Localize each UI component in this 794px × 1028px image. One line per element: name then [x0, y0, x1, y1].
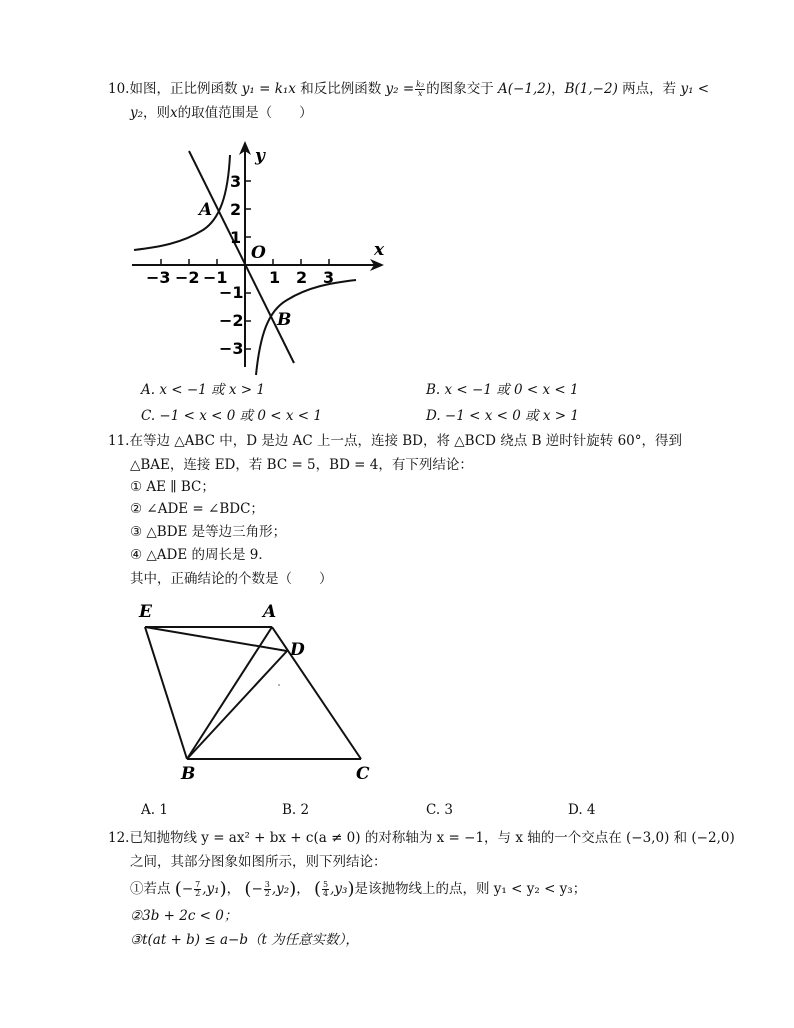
x-tick-label: −2	[175, 268, 200, 287]
q11-conclusion-2: ② ∠ADE = ∠BDC；	[130, 501, 264, 517]
q10-text: 的图象交于	[426, 81, 494, 97]
x-tick-label: −1	[203, 268, 228, 287]
q12-text: 已知抛物线 y = ax² + bx + c(a ≠ 0) 的对称轴为 x = −1，与 x 轴的一个交点在 (−3,0) 和 (−2,0)	[129, 830, 735, 846]
x-tick-label: 2	[296, 268, 308, 287]
q12-line-2: 之间，其部分图象如图所示，则下列结论：	[130, 854, 387, 870]
q10-var: x	[170, 105, 178, 121]
q11-option-b[interactable]: B. 2	[282, 802, 310, 818]
q11-question: 其中，正确结论的个数是（ ）	[130, 571, 333, 587]
q10-y2-fraction: $\frac{\text{k₂}}{x}$	[416, 80, 425, 98]
q10-function-graph	[120, 135, 400, 375]
q10-condition: y₁ <	[680, 81, 710, 97]
y-axis-label: y	[255, 146, 265, 166]
label-c: C	[356, 764, 370, 784]
q10-text: 的取值范围是（ ）	[177, 105, 313, 121]
y-tick-label: −1	[219, 283, 244, 302]
label-b: B	[181, 764, 196, 784]
q12-line-1	[108, 829, 735, 847]
q11-option-a[interactable]: A. 1	[141, 802, 168, 818]
q10-text: 和反比例函数	[300, 81, 382, 97]
q11-text: 在等边 △ABC 中，D 是边 AC 上一点，连接 BD，将 △BCD 绕点 B 逆时针旋转 60°，得到	[129, 433, 683, 449]
q11-option-c[interactable]: C. 3	[426, 802, 454, 818]
q12-conclusion-1: ①若点 (− $\frac{7}{2}$ ,y₁)， (− $\frac{3}{2}$ ,y₂)， ( $\frac{5}{4}$ ,y₃)是该抛物线上的点，则 y₁ < y₂ < y₃；	[130, 878, 587, 900]
y-tick-label: 3	[230, 172, 242, 191]
q11-number: 11.	[108, 433, 130, 449]
q10-condition: y₂	[130, 105, 144, 121]
label-a: A	[263, 602, 277, 622]
y-tick-label: −2	[219, 311, 244, 330]
q10-point-b: B(1,−2)	[564, 81, 618, 97]
q10-line-1: 10.如图，正比例函数 y₁ = k₁x 和反比例函数 y₂ = $\frac{\text{k₂}}{x}$ 的图象交于 A(−1,2)，B(1,−2) 两点，若 y₁ <	[108, 80, 710, 98]
q11-conclusion-3: ③ △BDE 是等边三角形；	[130, 524, 287, 540]
q10-text: 如图，正比例函数	[129, 81, 238, 97]
y-tick-label: 1	[230, 228, 242, 247]
q10-text: 两点，若	[622, 81, 677, 97]
q10-option-b[interactable]: B. x < −1 或 0 < x < 1	[426, 382, 579, 398]
y-tick-label: −3	[219, 339, 244, 358]
x-axis-label: x	[374, 240, 385, 260]
q10-line-2	[130, 104, 313, 122]
segment-ac	[272, 627, 361, 759]
segment-bd	[187, 651, 287, 759]
q12-text: 是该抛物线上的点，则 y₁ < y₂ < y₃；	[354, 881, 587, 897]
x-tick-label: 1	[269, 268, 281, 287]
label-d: D	[290, 640, 305, 660]
q10-option-a[interactable]: A. x < −1 或 x > 1	[141, 382, 265, 398]
q12-number: 12.	[108, 830, 130, 846]
q10-y1-formula: y₁ = k₁x	[241, 81, 296, 97]
q10-point-a: A(−1,2)	[498, 81, 552, 97]
q11-line-1	[108, 432, 682, 450]
q10-number: 10.	[108, 81, 130, 97]
x-tick-label: 3	[323, 268, 335, 287]
point-b-label: B	[277, 310, 292, 330]
proportional-line	[189, 151, 294, 363]
q12-text: ①若点	[130, 881, 171, 897]
stray-dot	[278, 684, 280, 686]
q12-conclusion-2: ②3b + 2c < 0；	[130, 908, 238, 924]
q10-option-c[interactable]: C. −1 < x < 0 或 0 < x < 1	[141, 408, 322, 424]
hyperbola-branch-right	[256, 280, 356, 375]
q11-option-d[interactable]: D. 4	[568, 802, 596, 818]
q11-line-2: △BAE，连接 ED，若 BC = 5，BD = 4，有下列结论：	[130, 457, 473, 473]
point-a-label: A	[199, 200, 213, 220]
origin-label: O	[251, 243, 266, 263]
q11-geometry-figure	[135, 597, 385, 787]
q10-text: ，则	[143, 105, 171, 121]
segment-ed	[145, 627, 287, 651]
q10-y2-formula: y₂ =	[385, 81, 415, 97]
x-tick-label: −3	[146, 268, 171, 287]
q11-conclusion-4: ④ △ADE 的周长是 9．	[130, 547, 272, 563]
q12-conclusion-3: ③t(at + b) ≤ a−b（t 为任意实数），	[130, 932, 359, 948]
label-e: E	[139, 602, 152, 622]
y-tick-label: 2	[230, 200, 242, 219]
q11-conclusion-1: ① AE ∥ BC；	[130, 479, 215, 495]
q10-option-d[interactable]: D. −1 < x < 0 或 x > 1	[426, 408, 579, 424]
segment-eb	[145, 627, 187, 759]
